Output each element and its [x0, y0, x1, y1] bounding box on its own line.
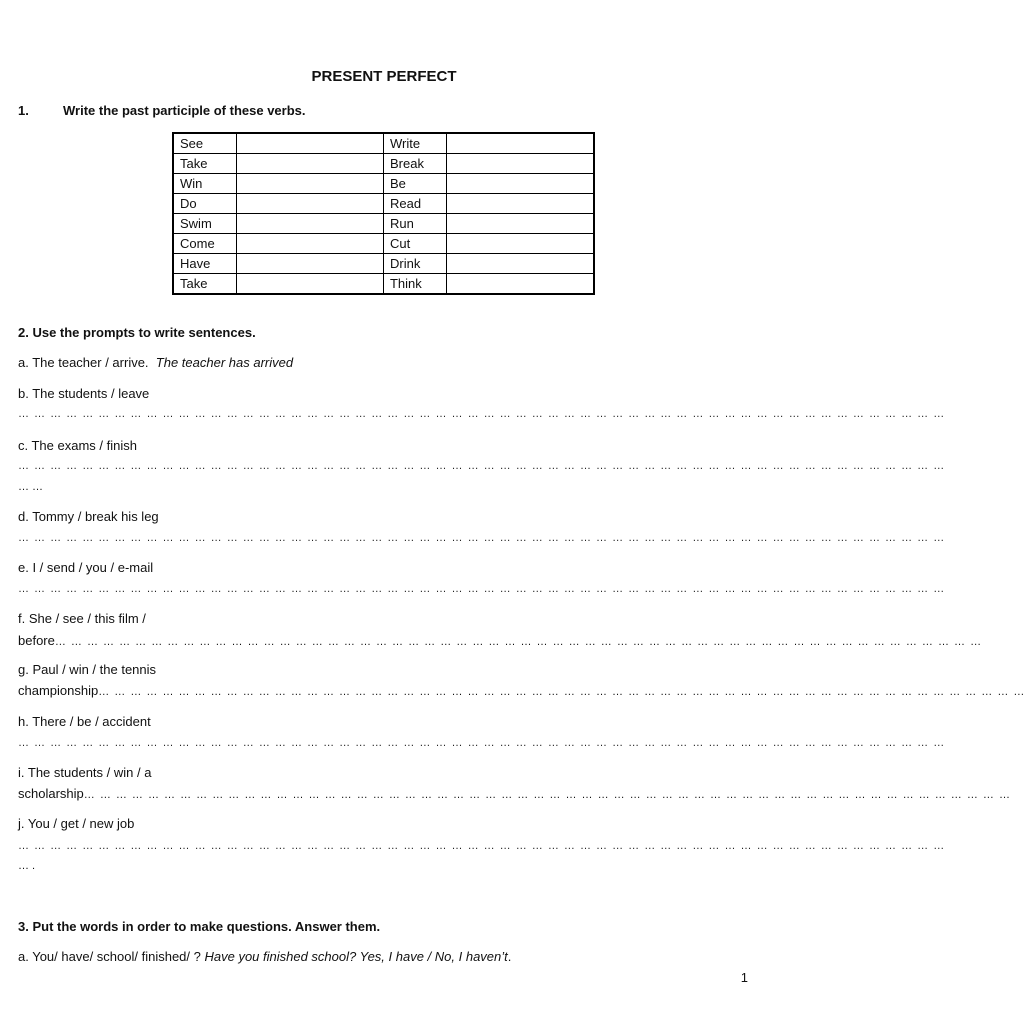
participle-blank-right[interactable] [446, 154, 594, 174]
page-number: 1 [740, 970, 748, 985]
question-a-answer: Have you finished school? Yes, I have / No, I haven’t [204, 949, 508, 964]
question-a-end: . [507, 949, 512, 964]
prompt-g-cont [18, 683, 1025, 698]
answer-line-e[interactable]: … … … … … … … … … … … … … … … … … … … … … … … … … … … … … … … … … … … … … … … … … … … … … … … … … … … … … … … … … … [18, 583, 946, 595]
verb-left: Have [173, 254, 236, 274]
verb-right: Read [383, 194, 446, 214]
prompt-i-scholarship: scholarship [18, 786, 84, 801]
page-title: PRESENT PERFECT [311, 68, 457, 85]
prompt-b: b. The students / leave [18, 386, 150, 401]
participle-blank-left[interactable] [236, 154, 383, 174]
participle-blank-right[interactable] [446, 274, 594, 295]
prompt-g: g. Paul / win / the tennis [18, 662, 157, 677]
participle-blank-right[interactable] [446, 214, 594, 234]
verb-left: Come [173, 234, 236, 254]
verb-left: Swim [173, 214, 236, 234]
verb-row [173, 194, 594, 214]
answer-line-b[interactable]: … … … … … … … … … … … … … … … … … … … … … … … … … … … … … … … … … … … … … … … … … … … … … … … … … … … … … … … … … … [18, 408, 946, 420]
verb-right: Break [383, 154, 446, 174]
prompt-f-before: before [18, 633, 55, 648]
question-a [18, 949, 511, 964]
verb-right: Be [383, 174, 446, 194]
section2-heading: 2. Use the prompts to write sentences. [18, 325, 256, 340]
verb-right: Cut [383, 234, 446, 254]
answer-line-h[interactable]: … … … … … … … … … … … … … … … … … … … … … … … … … … … … … … … … … … … … … … … … … … … … … … … … … … … … … … … … … … [18, 737, 946, 749]
verbs-table [172, 132, 595, 295]
answer-line-j-cont[interactable]: … . [18, 860, 36, 872]
verb-left: Do [173, 194, 236, 214]
prompt-i-cont [18, 786, 1011, 801]
participle-blank-right[interactable] [446, 133, 594, 154]
verb-left: Take [173, 274, 236, 295]
prompt-c: c. The exams / finish [18, 438, 137, 453]
verb-row [173, 254, 594, 274]
participle-blank-left[interactable] [236, 234, 383, 254]
answer-line-c[interactable]: … … … … … … … … … … … … … … … … … … … … … … … … … … … … … … … … … … … … … … … … … … … … … … … … … … … … … … … … … … [18, 460, 946, 472]
section3-heading: 3. Put the words in order to make questions. Answer them. [18, 919, 381, 934]
verb-left: See [173, 133, 236, 154]
prompt-f-cont [18, 633, 983, 648]
answer-line-c-cont[interactable]: … … [18, 481, 44, 493]
prompt-d: d. Tommy / break his leg [18, 509, 159, 524]
participle-blank-right[interactable] [446, 234, 594, 254]
verb-row [173, 234, 594, 254]
answer-line-j[interactable]: … … … … … … … … … … … … … … … … … … … … … … … … … … … … … … … … … … … … … … … … … … … … … … … … … … … … … … … … … … [18, 840, 946, 852]
prompt-g-championship: championship [18, 683, 99, 698]
participle-blank-left[interactable] [236, 133, 383, 154]
participle-blank-right[interactable] [446, 194, 594, 214]
participle-blank-left[interactable] [236, 174, 383, 194]
verb-row [173, 133, 594, 154]
verb-left: Win [173, 174, 236, 194]
question-a-prompt: a. You/ have/ school/ finished/ ? [18, 949, 201, 964]
verb-right: Run [383, 214, 446, 234]
verb-row [173, 154, 594, 174]
participle-blank-left[interactable] [236, 214, 383, 234]
section1-heading: Write the past participle of these verbs. [63, 103, 306, 118]
participle-blank-left[interactable] [236, 254, 383, 274]
prompt-j: j. You / get / new job [18, 816, 135, 831]
verb-right: Drink [383, 254, 446, 274]
answer-line-i[interactable]: … … … … … … … … … … … … … … … … … … … … … … … … … … … … … … … … … … … … … … … … … … … … … … … … … … … … … … … … … … [83, 789, 1011, 801]
prompt-a-answer: The teacher has arrived [155, 355, 294, 370]
participle-blank-left[interactable] [236, 194, 383, 214]
answer-line-d[interactable]: … … … … … … … … … … … … … … … … … … … … … … … … … … … … … … … … … … … … … … … … … … … … … … … … … … … … … … … … … … [18, 532, 946, 544]
verb-right: Think [383, 274, 446, 295]
prompt-e: e. I / send / you / e-mail [18, 560, 154, 575]
prompt-h: h. There / be / accident [18, 714, 151, 729]
verb-row [173, 274, 594, 295]
prompt-f: f. She / see / this film / [18, 611, 146, 626]
participle-blank-left[interactable] [236, 274, 383, 295]
answer-line-g[interactable]: … … … … … … … … … … … … … … … … … … … … … … … … … … … … … … … … … … … … … … … … … … … … … … … … … … … … … … … … … … [98, 686, 1025, 698]
verb-left: Take [173, 154, 236, 174]
answer-line-f[interactable]: … … … … … … … … … … … … … … … … … … … … … … … … … … … … … … … … … … … … … … … … … … … … … … … … … … … … … … … … … … [54, 636, 983, 648]
section1-number: 1. [18, 103, 29, 118]
prompt-i: i. The students / win / a [18, 765, 152, 780]
participle-blank-right[interactable] [446, 254, 594, 274]
prompt-a-text: a. The teacher / arrive. [18, 355, 149, 370]
verb-row [173, 174, 594, 194]
verb-right: Write [383, 133, 446, 154]
verb-row [173, 214, 594, 234]
prompt-a [18, 355, 293, 370]
participle-blank-right[interactable] [446, 174, 594, 194]
